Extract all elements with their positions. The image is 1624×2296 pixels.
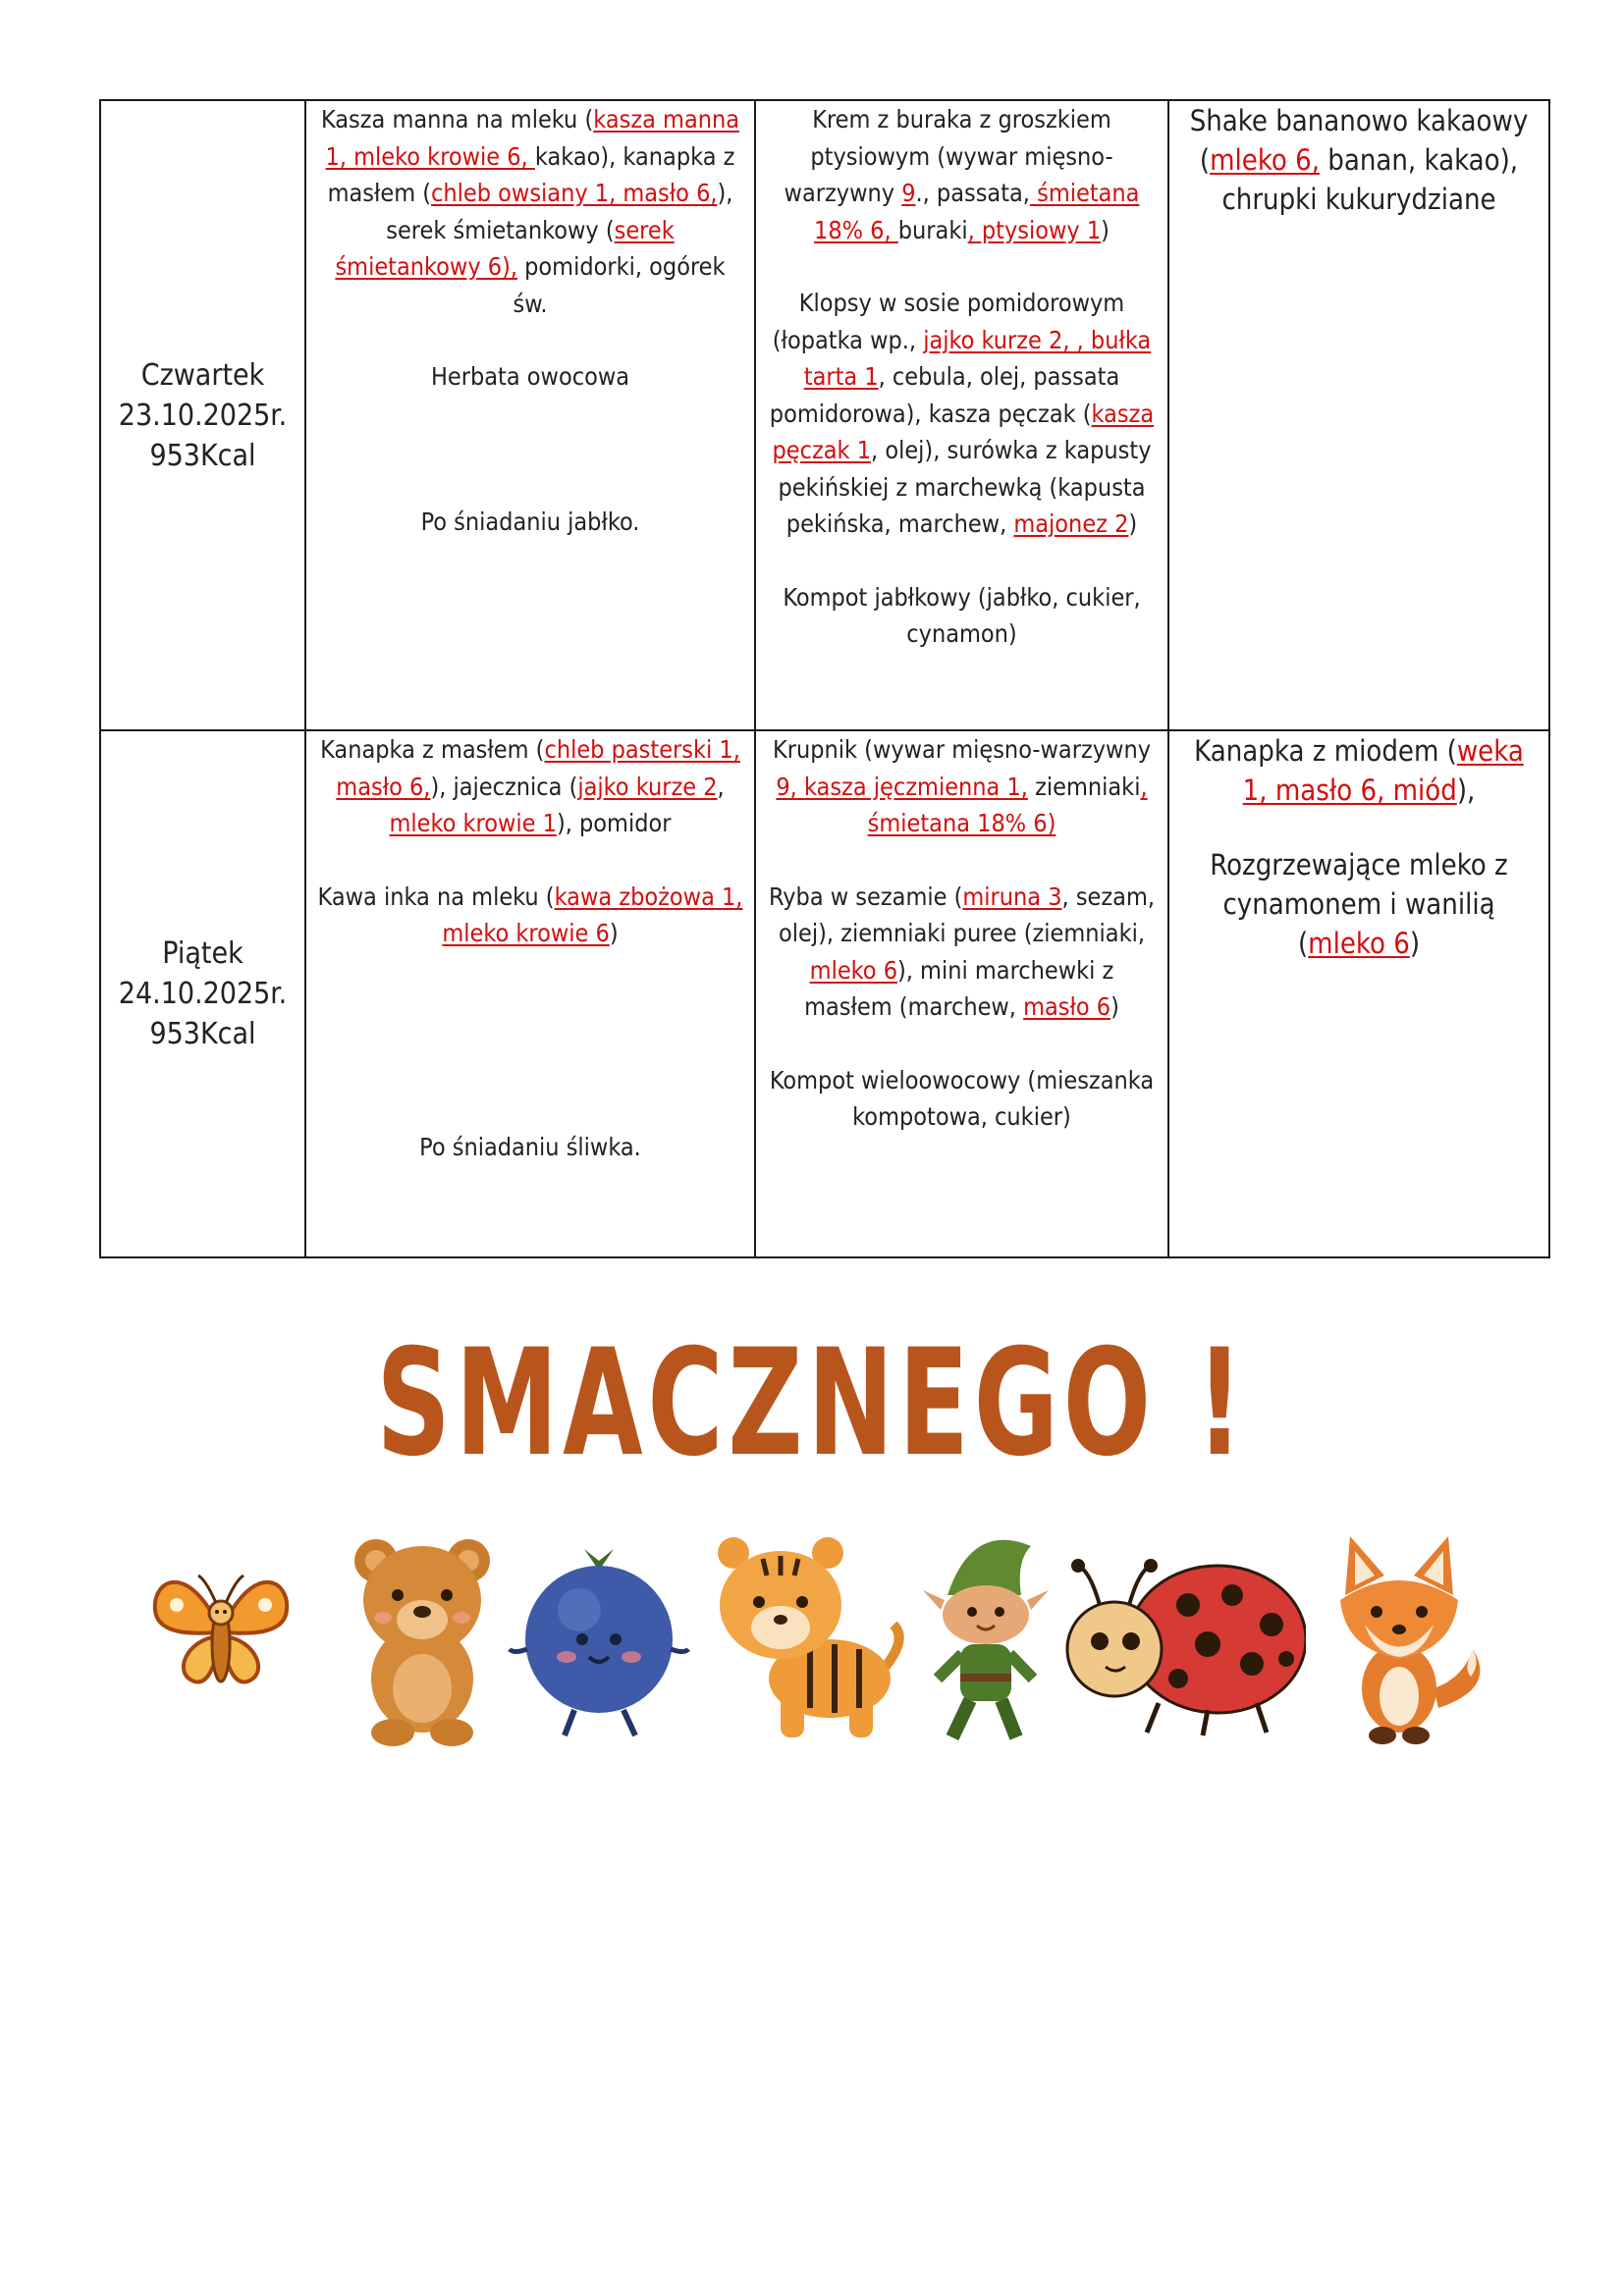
menu-text: buraki xyxy=(897,215,968,244)
allergen-text: chleb pasterski 1, masło 6, xyxy=(336,735,740,801)
menu-text: Kanapka z masłem ( xyxy=(320,735,545,764)
lunch-soup xyxy=(766,101,1158,248)
menu-text: ), jajecznica ( xyxy=(430,772,578,801)
allergen-text: mleko 6 xyxy=(809,955,897,985)
allergen-text: weka 1, masło 6, miód xyxy=(1242,734,1524,807)
lunch-soup xyxy=(766,731,1158,842)
menu-text: ), xyxy=(1456,774,1476,807)
menu-text: Ryba w sezamie ( xyxy=(768,881,963,911)
allergen-text: majonez 2 xyxy=(1013,509,1129,538)
ladybug-icon xyxy=(1060,1541,1306,1737)
lunch-drink xyxy=(766,579,1158,653)
allergen-text: kasza manna 1, mleko krowie 6, xyxy=(325,105,740,171)
menu-table xyxy=(99,99,1550,1258)
menu-text: kakao), kanapka z masłem ( xyxy=(327,141,735,207)
menu-text: ) xyxy=(1101,215,1110,244)
menu-row-friday xyxy=(100,730,1549,1257)
allergen-text: jajko kurze 2 xyxy=(577,772,718,801)
day-date: 24.10.2025r. xyxy=(118,977,288,1011)
breakfast-cell xyxy=(305,100,755,730)
blueberry-icon xyxy=(506,1541,692,1747)
menu-text: , sezam, olej), ziemniaki puree (ziemniaki, xyxy=(778,881,1156,947)
lunch-cell xyxy=(755,100,1168,730)
day-name: Czwartek xyxy=(140,357,265,393)
allergen-text: kawa zbożowa 1, mleko krowie 6 xyxy=(442,881,743,947)
day-kcal: 953Kcal xyxy=(149,438,256,473)
allergen-text: , śmietana 18% 6) xyxy=(867,772,1148,837)
menu-text: ) xyxy=(1128,509,1138,538)
menu-text: Shake bananowo kakaowy ( xyxy=(1189,104,1529,177)
menu-text: ) xyxy=(1110,992,1119,1021)
allergen-text: mleko 6 xyxy=(1308,927,1410,960)
allergen-text: 9 xyxy=(901,179,916,207)
butterfly-icon xyxy=(147,1556,295,1703)
lunch-cell xyxy=(755,730,1168,1257)
menu-text: Rozgrzewające mleko z cynamonem i wanilią ( xyxy=(1210,848,1508,960)
breakfast-text xyxy=(316,101,744,322)
allergen-text: mleko 6, xyxy=(1210,143,1321,177)
menu-text: banan, kakao), chrupki kukurydziane xyxy=(1221,143,1519,216)
snack-cell xyxy=(1168,100,1549,730)
breakfast-drink: Herbata owocowa xyxy=(430,362,629,391)
breakfast-cell xyxy=(305,730,755,1257)
breakfast-drink xyxy=(316,879,744,952)
lunch-main xyxy=(766,879,1158,1026)
day-cell xyxy=(100,730,305,1257)
allergen-text: miruna 3 xyxy=(962,881,1062,911)
menu-text: Kompot wieloowocowy (mieszanka kompotowa, cukier) xyxy=(769,1065,1155,1131)
day-name: Piątek xyxy=(162,936,244,971)
menu-text: Kanapka z miodem ( xyxy=(1194,734,1457,768)
menu-text: ziemniaki xyxy=(1027,772,1141,801)
menu-text: ), pomidor xyxy=(556,809,672,837)
menu-text: pomidorki, ogórek św. xyxy=(513,252,726,318)
bear-icon xyxy=(349,1531,496,1747)
allergen-text: kasza pęczak 1 xyxy=(772,399,1155,464)
after-breakfast-fruit: Po śniadaniu śliwka. xyxy=(419,1132,641,1161)
menu-text: , cebula, olej, passata pomidorowa), kasza pęczak ( xyxy=(769,362,1120,428)
snack-text xyxy=(1179,731,1539,810)
menu-text: Kawa inka na mleku ( xyxy=(317,881,555,911)
menu-text: Kasza manna na mleku ( xyxy=(320,105,594,133)
allergen-text: jajko kurze 2, , bułka tarta 1 xyxy=(803,325,1152,391)
menu-text: ) xyxy=(1409,927,1420,960)
lunch-main xyxy=(766,285,1158,543)
menu-text: Klopsy w sosie pomidorowym (łopatka wp., xyxy=(772,289,1125,354)
illustration-characters xyxy=(147,1531,1483,1752)
snack-text xyxy=(1179,101,1539,219)
allergen-text: mleko krowie 1 xyxy=(389,809,557,837)
menu-text: ), serek śmietankowy ( xyxy=(386,179,733,244)
menu-text: Krupnik (wywar mięsno-warzywny xyxy=(772,735,1152,764)
allergen-text: serek śmietankowy 6), xyxy=(335,215,675,281)
snack-cell xyxy=(1168,730,1549,1257)
lunch-drink xyxy=(766,1062,1158,1136)
elf-icon xyxy=(923,1531,1051,1747)
allergen-text: , ptysiowy 1 xyxy=(967,215,1102,244)
menu-text: Kompot jabłkowy (jabłko, cukier, cynamon) xyxy=(783,582,1141,648)
day-kcal: 953Kcal xyxy=(149,1017,256,1051)
allergen-text: chleb owsiany 1, masło 6, xyxy=(431,179,718,207)
allergen-text: masło 6 xyxy=(1023,992,1111,1021)
day-cell xyxy=(100,100,305,730)
snack-drink xyxy=(1179,845,1539,963)
tiger-icon xyxy=(712,1531,908,1747)
menu-text: ., passata, xyxy=(915,179,1030,207)
allergen-text: 9, kasza jęczmienna 1, xyxy=(776,772,1028,801)
menu-text: , olej), surówka z kapusty pekińskiej z marchewką (kapusta pekińska, marchew, xyxy=(778,436,1152,538)
allergen-text: śmietana 18% 6, xyxy=(814,179,1140,244)
menu-text: , xyxy=(717,772,725,801)
menu-text: ), mini marchewki z masłem (marchew, xyxy=(804,955,1114,1021)
menu-text: Krem z buraka z groszkiem ptysiowym (wywar mięsno-warzywny xyxy=(784,105,1113,207)
bon-appetit-title: SMACZNEGO ! xyxy=(376,1318,1248,1489)
menu-text: ) xyxy=(609,919,619,947)
day-date: 23.10.2025r. xyxy=(118,398,288,433)
menu-row-thursday xyxy=(100,100,1549,730)
breakfast-text xyxy=(316,731,744,842)
after-breakfast-fruit: Po śniadaniu jabłko. xyxy=(420,507,640,536)
fox-icon xyxy=(1326,1531,1483,1747)
